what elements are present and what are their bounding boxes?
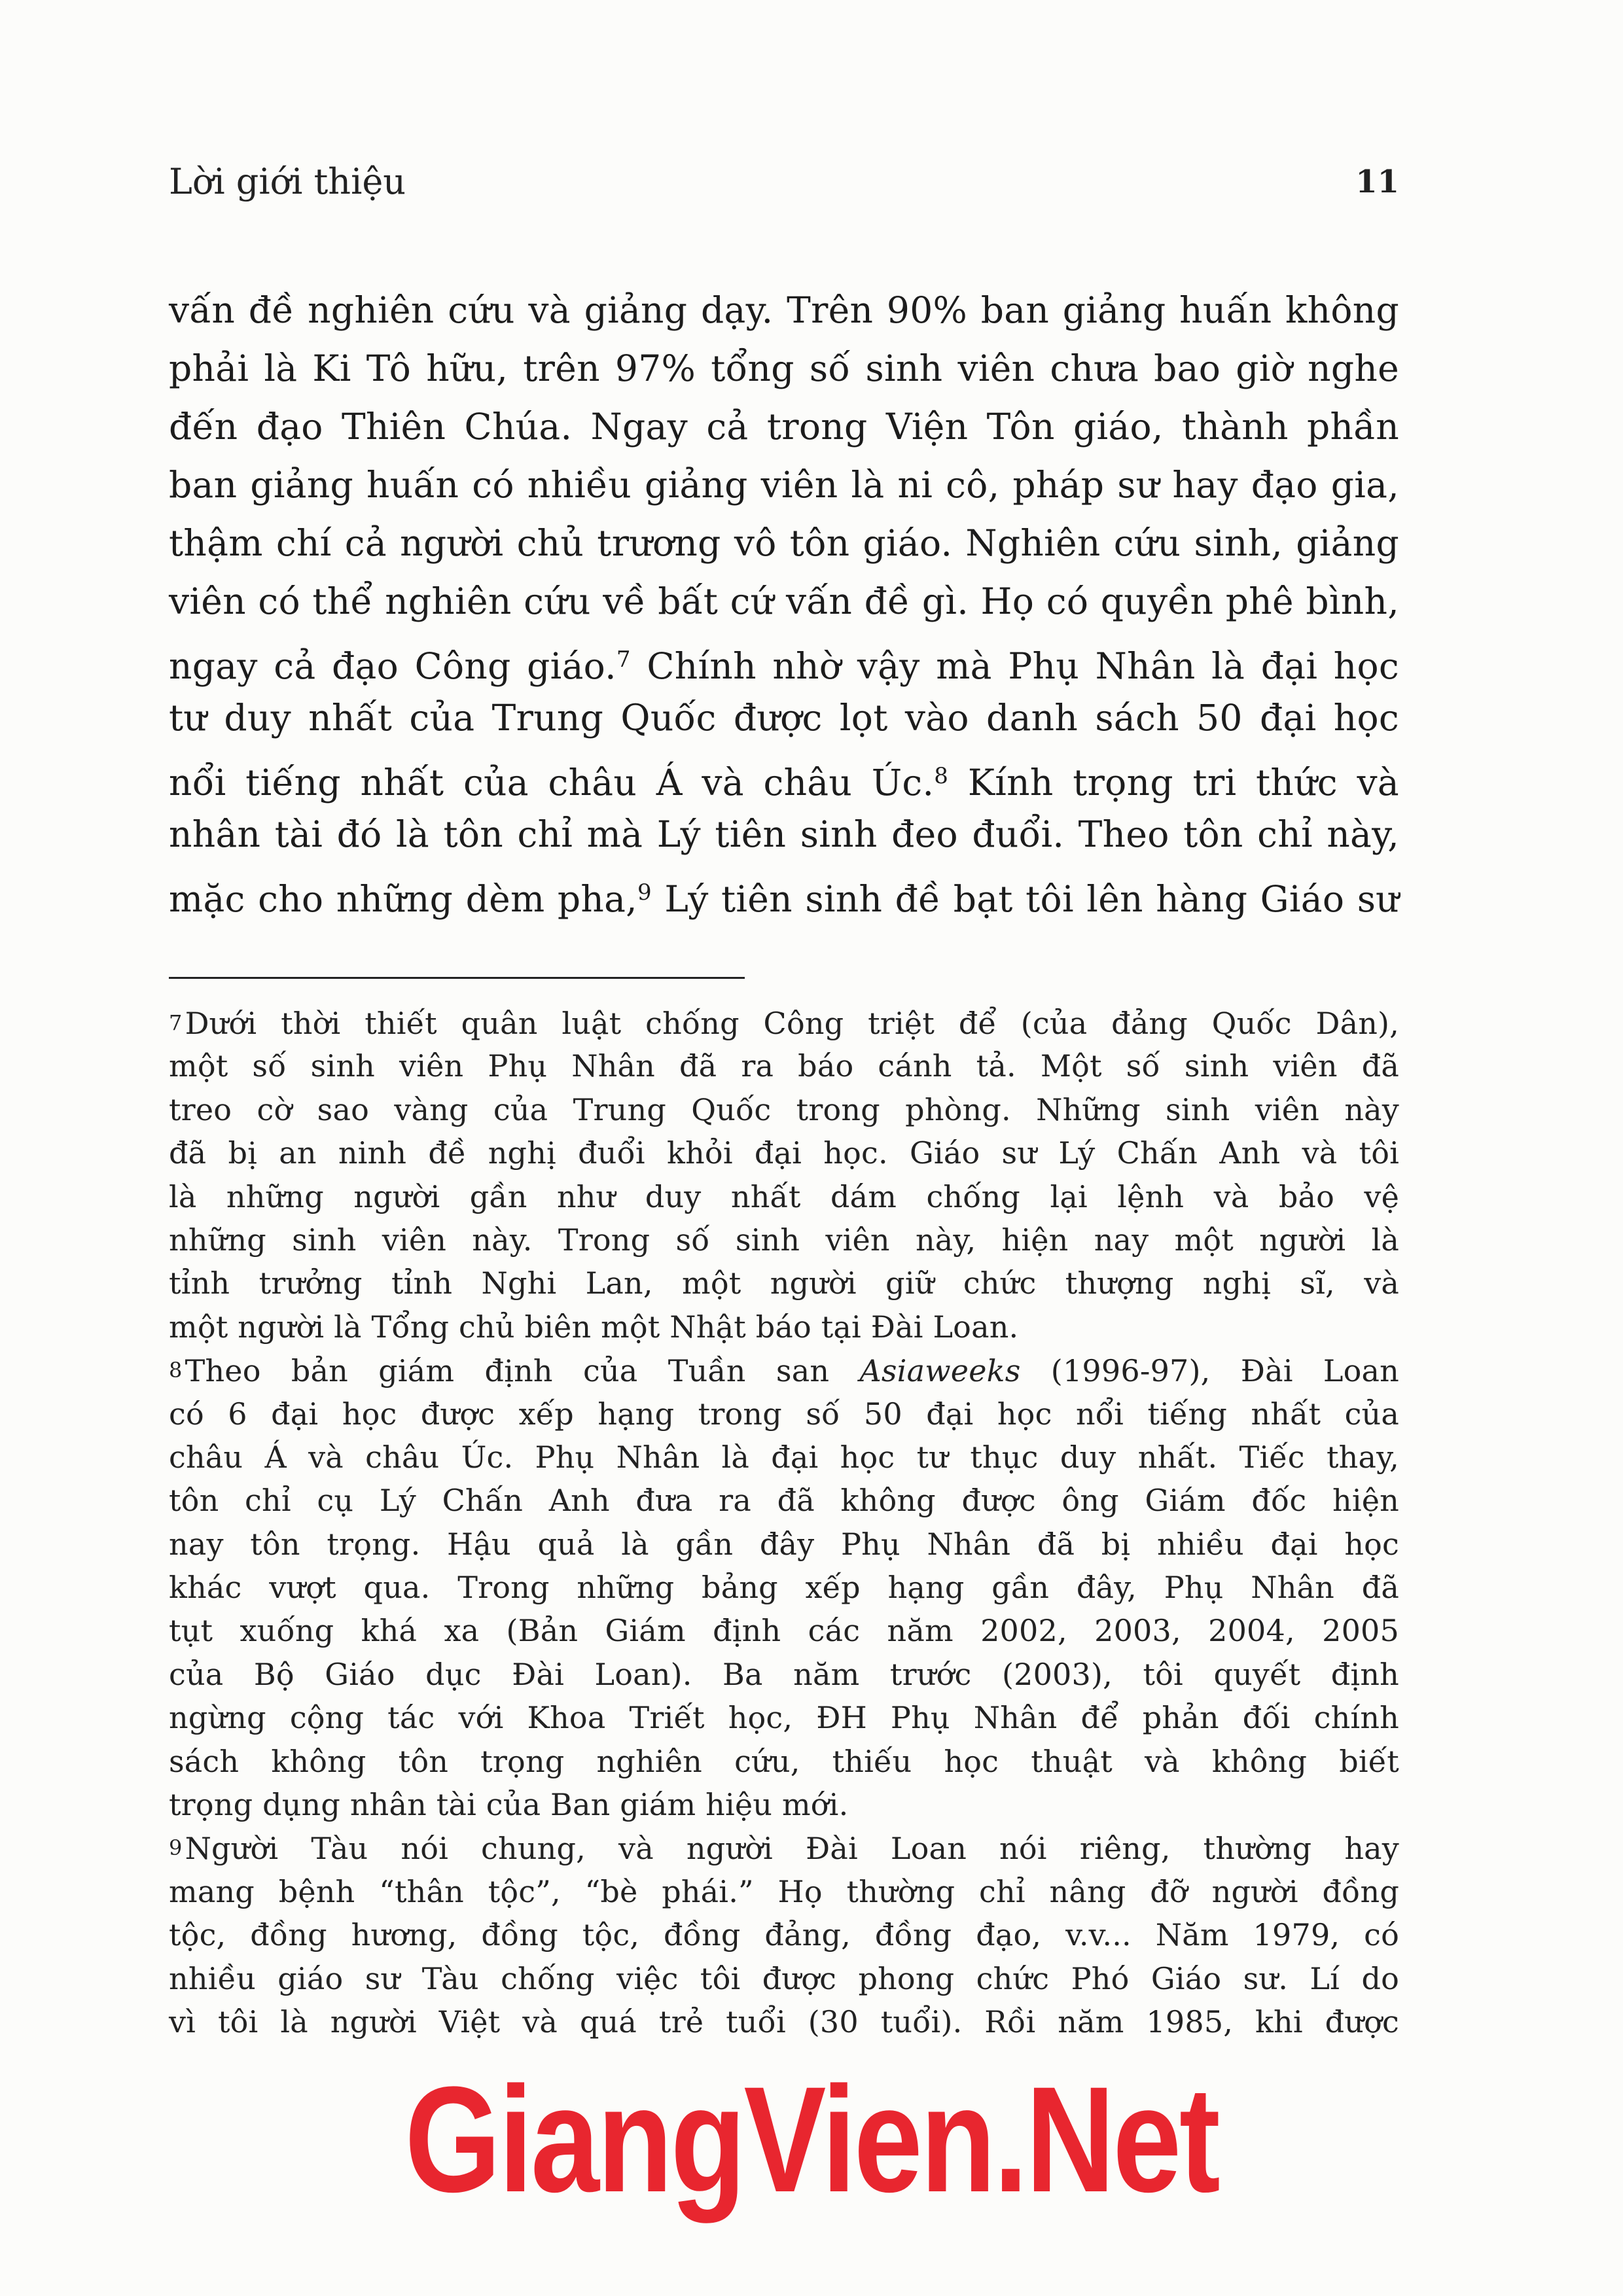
body-text-segment: mặc cho những dèm pha, <box>169 878 637 920</box>
body-line: phải là Ki Tô hữu, trên 97% tổng số sinh viên chưa bao giờ nghe <box>169 347 1399 389</box>
footnote-line: của Bộ Giáo dục Đài Loan). Ba năm trước (2003), tôi quyết định <box>169 1656 1399 1692</box>
body-text-segment: Kính trọng tri thức và <box>948 762 1399 804</box>
footnotes <box>169 1001 1399 2043</box>
footnote-line: khác vượt qua. Trong những bảng xếp hạng gần đây, Phụ Nhân đã <box>169 1570 1399 1606</box>
body-line: vấn đề nghiên cứu và giảng dạy. Trên 90% ban giảng huấn không <box>169 289 1399 331</box>
footnote-line: mang bệnh “thân tộc”, “bè phái.” Họ thường chỉ nâng đỡ người đồng <box>169 1873 1399 1909</box>
body-line: đến đạo Thiên Chúa. Ngay cả trong Viện Tôn giáo, thành phần <box>169 406 1399 448</box>
footnote-number: 7 <box>169 1010 183 1035</box>
footnote-ref-7: 7 <box>616 646 631 673</box>
body-line <box>169 864 1399 922</box>
running-head: Lời giới thiệu <box>169 161 406 202</box>
footnote-line: trọng dụng nhân tài của Ban giám hiệu mới. <box>169 1787 849 1823</box>
footnote-number: 8 <box>169 1358 183 1383</box>
footnote-text: Dưới thời thiết quân luật chống Công triệt để (của đảng Quốc Dân), <box>185 1006 1399 1041</box>
footnote-line: châu Á và châu Úc. Phụ Nhân là đại học tư thục duy nhất. Tiếc thay, <box>169 1439 1399 1475</box>
footnote-line: có 6 đại học được xếp hạng trong số 50 đại học nổi tiếng nhất của <box>169 1396 1399 1432</box>
footnote-line: đã bị an ninh đề nghị đuổi khỏi đại học. Giáo sư Lý Chấn Anh và tôi <box>169 1135 1399 1171</box>
footnote-text: (1996-97), Đài Loan <box>1020 1353 1399 1389</box>
footnote-line: nhiều giáo sư Tàu chống việc tôi được phong chức Phó Giáo sư. Lí do <box>169 1960 1399 1996</box>
body-text-segment: nổi tiếng nhất của châu Á và châu Úc. <box>169 762 935 804</box>
footnote-line: ngừng cộng tác với Khoa Triết học, ĐH Phụ Nhân để phản đối chính <box>169 1700 1399 1736</box>
footnote-line: một người là Tổng chủ biên một Nhật báo tại Đài Loan. <box>169 1309 1019 1345</box>
footnote-line <box>169 1826 1399 1869</box>
body-line <box>169 747 1399 805</box>
body-line <box>169 631 1399 689</box>
footnote-line: nay tôn trọng. Hậu quả là gần đây Phụ Nhân đã bị nhiều đại học <box>169 1526 1399 1562</box>
footnote-line: tụt xuống khá xa (Bản Giám định các năm 2002, 2003, 2004, 2005 <box>169 1613 1399 1649</box>
footnote-line: là những người gần như duy nhất dám chống lại lệnh và bảo vệ <box>169 1178 1399 1214</box>
footnote-line <box>169 1001 1399 1044</box>
body-text-segment: ngay cả đạo Công giáo. <box>169 645 616 687</box>
footnote-line: sách không tôn trọng nghiên cứu, thiếu học thuật và không biết <box>169 1743 1399 1779</box>
body-line: thậm chí cả người chủ trương vô tôn giáo. Nghiên cứu sinh, giảng <box>169 522 1399 564</box>
footnote-line: một số sinh viên Phụ Nhân đã ra báo cánh tả. Một số sinh viên đã <box>169 1048 1399 1084</box>
page-number: 11 <box>1355 164 1399 200</box>
body-text-segment: Lý tiên sinh đề bạt tôi lên hàng Giáo sư <box>651 878 1400 920</box>
footnote-line: tôn chỉ cụ Lý Chấn Anh đưa ra đã không được ông Giám đốc hiện <box>169 1483 1399 1519</box>
body-text-segment: Chính nhờ vậy mà Phụ Nhân là đại học <box>630 645 1400 687</box>
body-line: ban giảng huấn có nhiều giảng viên là ni cô, pháp sư hay đạo gia, <box>169 464 1399 506</box>
footnote-number: 9 <box>169 1835 183 1861</box>
footnote-line: treo cờ sao vàng của Trung Quốc trong phòng. Những sinh viên này <box>169 1091 1399 1127</box>
footnote-ref-9: 9 <box>637 879 652 906</box>
body-line: nhân tài đó là tôn chỉ mà Lý tiên sinh đeo đuổi. Theo tôn chỉ này, <box>169 813 1399 855</box>
footnote-line: tỉnh trưởng tỉnh Nghi Lan, một người giữ chức thượng nghị sĩ, và <box>169 1265 1399 1301</box>
body-text <box>169 281 1399 922</box>
footnote-divider <box>169 977 745 979</box>
footnote-text: Theo bản giám định của Tuần san <box>185 1353 860 1389</box>
footnote-line: những sinh viên này. Trong số sinh viên này, hiện nay một người là <box>169 1222 1399 1258</box>
footnote-line: tộc, đồng hương, đồng tộc, đồng đảng, đồng đạo, v.v... Năm 1979, có <box>169 1917 1399 1953</box>
publication-title: Asiaweeks <box>859 1353 1021 1389</box>
body-line: viên có thể nghiên cứu về bất cứ vấn đề gì. Họ có quyền phê bình, <box>169 580 1399 622</box>
footnote-line: vì tôi là người Việt và quá trẻ tuổi (30 tuổi). Rồi năm 1985, khi được <box>169 2004 1399 2040</box>
footnote-line <box>169 1349 1399 1392</box>
footnote-ref-8: 8 <box>934 763 949 789</box>
watermark: GiangVien.Net <box>404 2055 1219 2223</box>
body-line: tư duy nhất của Trung Quốc được lọt vào danh sách 50 đại học <box>169 697 1399 739</box>
page-header <box>169 156 1399 208</box>
footnote-text: Người Tàu nói chung, và người Đài Loan nói riêng, thường hay <box>185 1831 1399 1867</box>
